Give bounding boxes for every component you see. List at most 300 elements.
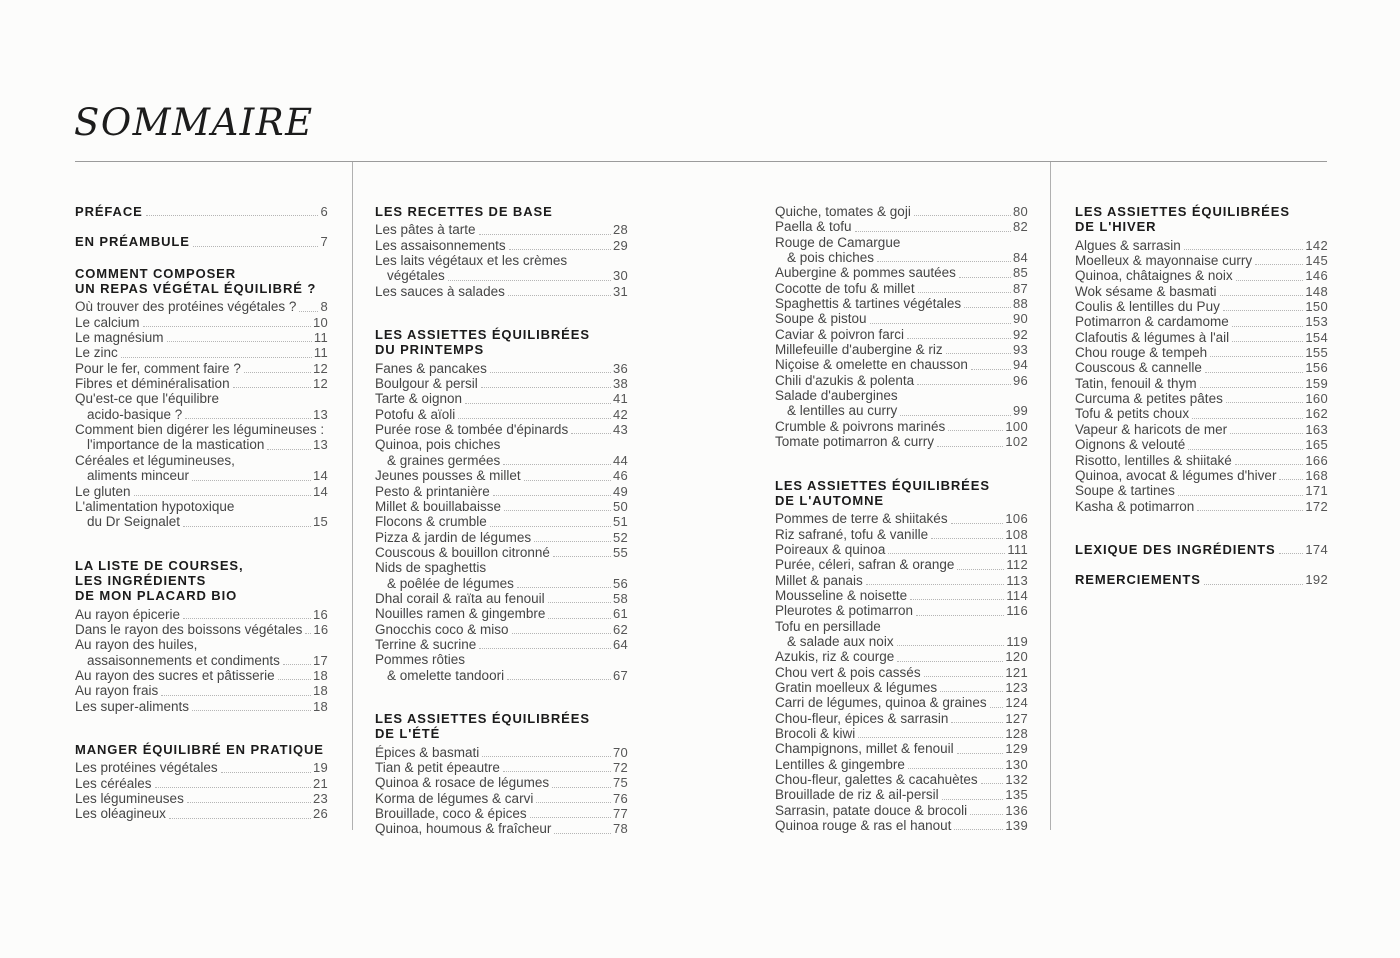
toc-section [75,266,328,530]
dot-leader [167,341,312,342]
toc-entry-row [775,296,1028,311]
dot-leader [192,710,311,711]
entry-label: Chili d'azukis & polenta [775,372,915,388]
dot-leader [183,618,311,619]
entry-label: Les légumineuses [75,791,184,806]
page-number: 18 [312,667,328,683]
entry-label: Jeunes pousses & millet [375,468,521,484]
entry-label: Fibres et déminéralisation [75,376,230,392]
page-number: 136 [1005,802,1028,818]
toc-entry [1075,330,1328,345]
toc-entry [775,419,1028,434]
entry-label: Terrine & sucrine [375,636,477,652]
toc-entry [775,527,1028,542]
dot-leader [1230,433,1303,434]
toc-entry-row [1075,376,1328,391]
dot-leader [503,771,611,772]
entry-label: Caviar & poivron farci [775,326,905,342]
toc-entry [775,665,1028,680]
page-number: 41 [612,391,628,407]
toc-entry [375,821,628,836]
dot-leader [1220,295,1304,296]
section-entries [1075,238,1328,514]
page-number: 52 [612,529,628,545]
entry-label: Moelleux & mayonnaise curry [1075,253,1253,269]
page-number: 21 [312,775,328,791]
toc-entry-row [775,772,1028,787]
toc-entry-row [375,668,628,683]
entry-label: Pesto & printanière [375,483,490,499]
page-number: 127 [1005,710,1028,726]
toc-entry-row [775,281,1028,296]
toc-entry-row [775,419,1028,434]
entry-label: Le calcium [75,314,140,330]
toc-entry [775,265,1028,280]
entry-label: Chou rouge & tempeh [1075,345,1208,361]
entry-label: Au rayon épicerie [75,606,181,622]
toc-entry-row [1075,483,1328,498]
page-number: 99 [1012,403,1028,419]
entry-label: Boulgour & persil [375,376,478,392]
entry-label: Les assaisonnements [375,237,506,253]
toc-entry-row [75,699,328,714]
dot-leader [278,679,311,680]
dot-leader [193,246,319,247]
entry-label: Les céréales [75,775,152,791]
toc-entry-row [775,542,1028,557]
toc-entry-row [775,573,1028,588]
page-number: 166 [1305,452,1328,468]
entry-label: Poireaux & quinoa [775,541,886,557]
entry-label: Brouillade de riz & ail-persil [775,787,939,803]
toc-section [775,204,1028,450]
toc-entry-row [1075,542,1328,557]
page-number: 150 [1305,299,1328,315]
entry-label: Purée, céleri, safran & orange [775,557,955,573]
toc-entry [775,357,1028,372]
entry-label: Quiche, tomates & goji [775,204,911,219]
page-number: 159 [1305,375,1328,391]
dot-leader [183,526,311,527]
entry-label: Pleurotes & potimarron [775,603,914,619]
page-number: 155 [1305,345,1328,361]
entry-label: & omelette tandoori [387,667,505,683]
page-number: 112 [1006,557,1028,573]
toc-entry-row [75,668,328,683]
page-number: 70 [612,744,628,760]
toc-entry-row [75,315,328,330]
dot-leader [221,772,311,773]
toc-entry-row [75,791,328,806]
section-heading-line: DE MON PLACARD BIO [75,588,238,604]
entry-label: Oignons & velouté [1075,437,1186,453]
toc-entry-row [775,357,1028,372]
page-number: 50 [612,498,628,514]
page-number: 156 [1305,360,1328,376]
entry-text-line: Céréales et légumineuses, [75,452,235,468]
entry-label: Quinoa, avocat & légumes d'hiver [1075,467,1277,483]
toc-entry-row [775,527,1028,542]
dot-leader [244,372,311,373]
toc-major-entry [1075,542,1328,557]
toc-entry [775,741,1028,756]
toc-column-2 [375,204,628,865]
entry-label: Lentilles & gingembre [775,756,905,772]
dot-leader [877,261,1011,262]
toc-entry [75,607,328,622]
entry-label: Dhal corail & raïta au fenouil [375,590,545,606]
dot-leader [1192,418,1303,419]
dot-leader [143,326,311,327]
toc-entry-row [375,745,628,760]
toc-entry-row [775,726,1028,741]
section-entries [775,511,1028,833]
toc-entry [375,437,628,468]
entry-label: Nouilles ramen & gingembre [375,606,546,622]
dot-leader [1235,464,1304,465]
toc-entry-row [775,741,1028,756]
entry-label: Chou-fleur, galettes & cacahuètes [775,772,978,788]
toc-entry-row [75,376,328,391]
page-number: 90 [1012,311,1028,327]
toc-entry-row [775,434,1028,449]
toc-entry [775,680,1028,695]
dot-leader [1232,341,1303,342]
toc-entry [1075,453,1328,468]
dot-leader [1232,326,1304,327]
toc-entry-row [75,345,328,360]
toc-entry-row [375,622,628,637]
toc-section [375,327,628,683]
toc-entry-row [375,499,628,514]
toc-entry [775,373,1028,388]
entry-label: Au rayon des sucres et pâtisserie [75,667,275,683]
page-number: 36 [612,360,628,376]
section-heading-line: LES ASSIETTES ÉQUILIBRÉES [775,477,990,493]
toc-entry [375,775,628,790]
entry-text-line: L'alimentation hypotoxique [75,498,235,514]
page-number: 92 [1012,326,1028,342]
entry-label: & lentilles au curry [787,403,898,419]
section-heading-line: UN REPAS VÉGÉTAL ÉQUILIBRÉ ? [75,281,317,297]
page-number: 160 [1305,391,1328,407]
page-number: 82 [1012,219,1028,235]
dot-leader [481,387,611,388]
entry-label: & poêlée de légumes [387,575,514,591]
toc-entry-row [1075,360,1328,375]
entry-label: Quinoa, châtaignes & noix [1075,268,1233,284]
section-heading [75,266,328,297]
page-number: 142 [1305,237,1328,253]
title-rule [75,161,1327,162]
toc-entry [75,391,328,422]
page-number: 153 [1305,314,1328,330]
page-number: 78 [612,821,628,837]
dot-leader [946,353,1011,354]
section-heading-line: DE L'HIVER [1075,219,1157,235]
section-entries [775,204,1028,450]
entry-label: Niçoise & omelette en chausson [775,357,968,373]
section-entries [75,607,328,714]
toc-entry [375,545,628,560]
toc-entry [375,530,628,545]
toc-entry-row [75,330,328,345]
page-number: 11 [313,345,328,361]
toc-entry-row [375,391,628,406]
section-heading-line: MANGER ÉQUILIBRÉ EN PRATIQUE [75,741,324,757]
entry-text-line: Salade d'aubergines [775,388,898,404]
toc-entry [1075,299,1328,314]
page-number: 100 [1005,418,1028,434]
entry-label: Quinoa rouge & ras el hanout [775,818,952,834]
toc-major-entry [75,204,328,219]
dot-leader [1255,264,1303,265]
page-number: 113 [1006,572,1028,588]
toc-entry [375,791,628,806]
section-entries [75,299,328,529]
dot-leader [1210,356,1303,357]
page-number: 7 [320,234,328,250]
toc-entry [75,484,328,499]
page-number: 14 [312,483,328,499]
entry-label: Purée rose & tombée d'épinards [375,422,569,438]
toc-entry-row [375,821,628,836]
page-number: 58 [612,590,628,606]
dot-leader [233,387,311,388]
toc-entry-row [375,361,628,376]
dot-leader [552,787,611,788]
entry-label: LEXIQUE DES INGRÉDIENTS [1075,541,1276,557]
page-number: 120 [1005,649,1028,665]
entry-label: Tatin, fenouil & thym [1075,375,1197,391]
toc-entry [775,757,1028,772]
toc-entry [775,296,1028,311]
entry-label: Tofu & petits choux [1075,406,1190,422]
toc-entry-row [75,361,328,376]
toc-entry-row [1075,391,1328,406]
toc-entry-row [375,530,628,545]
dot-leader [897,661,1003,662]
entry-label: Le zinc [75,345,118,361]
toc-entry [75,760,328,775]
toc-entry [775,511,1028,526]
toc-entry-row [75,437,328,452]
dot-leader [1197,510,1303,511]
dot-leader [517,587,611,588]
page-number: 108 [1005,526,1028,542]
page-number: 128 [1005,726,1028,741]
toc-column-4 [1075,204,1328,603]
toc-entry [775,803,1028,818]
entry-text-line: Au rayon des huiles, [75,637,198,653]
page-number: 163 [1305,421,1328,437]
toc-entry [1075,345,1328,360]
dot-leader [858,737,1003,738]
toc-entry [75,699,328,714]
entry-label: Brouillade, coco & épices [375,806,527,822]
entry-label: & salade aux noix [787,633,894,649]
page-number: 121 [1005,664,1028,680]
toc-column-3 [775,204,1028,861]
entry-label: Soupe & tartines [1075,483,1175,499]
page-number: 114 [1006,587,1028,603]
toc-entry [1075,468,1328,483]
page-number: 106 [1005,511,1028,527]
entry-label: Potimarron & cardamome [1075,314,1229,330]
entry-label: Épices & basmati [375,744,480,760]
entry-label: PRÉFACE [75,204,143,219]
dot-leader [1178,495,1304,496]
entry-label: du Dr Seignalet [87,514,181,530]
entry-label: Vapeur & haricots de mer [1075,421,1228,437]
page-number: 139 [1005,818,1028,834]
toc-section [75,742,328,822]
dot-leader [134,495,311,496]
toc-entry [775,711,1028,726]
entry-text-line: Comment bien digérer les légumineuses : [75,422,325,438]
dot-leader [900,415,1011,416]
dot-leader [305,633,311,634]
toc-entry [1075,360,1328,375]
toc-entry-row [375,238,628,253]
toc-entry [775,342,1028,357]
entry-label: végétales [387,268,445,284]
entry-label: Les oléagineux [75,806,166,822]
toc-entry [75,299,328,314]
toc-entry-row [375,376,628,391]
toc-entry [375,745,628,760]
toc-entry [375,422,628,437]
dot-leader [490,526,611,527]
toc-entry [375,253,628,284]
section-heading-line: LES INGRÉDIENTS [75,572,207,588]
dot-leader [954,829,1003,830]
dot-leader [866,584,1005,585]
toc-entry-row [775,311,1028,326]
toc-entry-row [375,268,628,283]
dot-leader [512,633,611,634]
dot-leader [918,292,1011,293]
toc-entry-row [775,403,1028,418]
toc-entry [75,776,328,791]
column-divider-left [352,162,353,830]
toc-entry [1075,253,1328,268]
entry-label: Couscous & cannelle [1075,360,1202,376]
toc-entry-row [375,576,628,591]
toc-entry [75,683,328,698]
dot-leader [957,569,1004,570]
toc-entry-row [775,787,1028,802]
toc-entry [775,726,1028,741]
page-number: 129 [1005,741,1028,757]
toc-entry [1075,376,1328,391]
dot-leader [1205,372,1304,373]
section-entries [375,361,628,683]
dot-leader [971,369,1011,370]
page-number: 85 [1012,265,1028,281]
toc-entry-row [775,557,1028,572]
dot-leader [504,510,611,511]
section-heading-line: LES ASSIETTES ÉQUILIBRÉES [375,327,590,343]
dot-leader [1279,479,1303,480]
toc-entry [375,407,628,422]
section-heading [375,711,628,742]
page-number: 132 [1005,772,1028,788]
toc-entry-row [75,204,328,219]
toc-entry-row [375,514,628,529]
page-number: 49 [612,483,628,499]
entry-text-line: Tofu en persillade [775,618,881,634]
section-heading-line: DE L'ÉTÉ [375,726,441,742]
dot-leader [1226,402,1304,403]
entry-label: Où trouver des protéines végétales ? [75,299,297,315]
toc-entry-row [75,760,328,775]
page-number: 28 [612,222,628,238]
page-number: 88 [1012,296,1028,312]
toc-entry [1075,437,1328,452]
entry-label: Les pâtes à tarte [375,222,476,238]
section-entries [75,760,328,821]
toc-entry-row [75,514,328,529]
section-heading [1075,204,1328,235]
toc-entry [1075,406,1328,421]
toc-entry [75,806,328,821]
entry-label: assaisonnements et condiments [87,652,280,668]
entry-label: Risotto, lentilles & shiitaké [1075,452,1232,468]
page-number: 29 [612,237,628,253]
page-number: 17 [312,652,328,668]
section-heading [75,558,328,604]
toc-entry [1075,422,1328,437]
toc-entry [75,330,328,345]
toc-entry [375,652,628,683]
dot-leader [897,645,1005,646]
page-number: 154 [1305,329,1328,345]
entry-label: Brocoli & kiwi [775,726,856,741]
dot-leader [942,799,1004,800]
entry-label: REMERCIEMENTS [1075,572,1201,588]
page-number: 96 [1012,372,1028,388]
toc-entry-row [775,342,1028,357]
entry-text-line: Pommes rôties [375,652,466,668]
entry-text-line: Nids de spaghettis [375,560,487,576]
toc-entry [75,361,328,376]
toc-entry [775,695,1028,710]
page-number: 30 [612,268,628,284]
toc-entry-row [75,806,328,821]
toc-entry-row [775,511,1028,526]
toc-entry-row [775,695,1028,710]
entry-label: Spaghettis & tartines végétales [775,296,962,312]
entry-label: Dans le rayon des boissons végétales [75,621,303,637]
page-number: 116 [1006,603,1028,619]
toc-entry [75,499,328,530]
entry-label: Tomate potimarron & curry [775,434,935,450]
section-heading-line: LES RECETTES DE BASE [375,204,553,219]
page-number: 172 [1305,498,1328,514]
dot-leader [553,556,611,557]
section-heading [775,478,1028,509]
entry-label: Tarte & oignon [375,391,463,407]
toc-entry [1075,238,1328,253]
toc-entry-row [75,407,328,422]
dot-leader [169,818,311,819]
page-number: 55 [612,544,628,560]
toc-section [1075,204,1328,514]
dot-leader [1200,387,1304,388]
toc-entry-row [75,607,328,622]
toc-entry-row [75,776,328,791]
